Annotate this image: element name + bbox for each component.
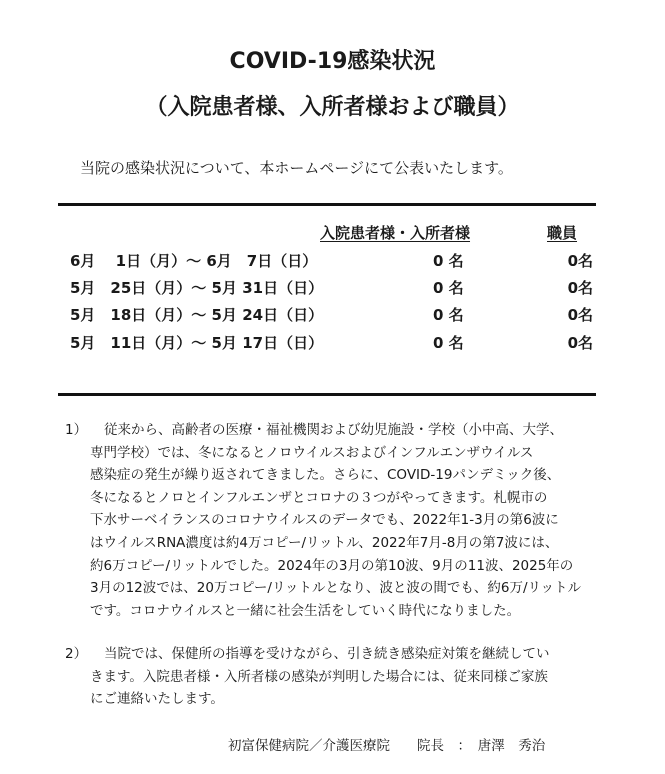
note-line: 当院では、保健所の指導を受けながら、引き続き感染症対策を継続してい — [104, 646, 550, 662]
row-patient-count: 0 名 — [433, 306, 464, 324]
row-patient-count: 0 名 — [433, 334, 464, 352]
note-line: です。コロナウイルスと一緒に社会生活をしていく時代になりました。 — [90, 602, 521, 619]
note-line: 冬になるとノロとインフルエンザとコロナの３つがやってきます。札幌市の — [90, 489, 548, 506]
note-line: 感染症の発生が繰り返されてきました。さらに、COVID-19パンデミック後、 — [90, 467, 561, 484]
note-body — [65, 643, 550, 711]
row-staff-count: 0名 — [567, 334, 593, 352]
row-staff-count: 0名 — [567, 306, 593, 324]
note-line: にご連絡いたします。 — [90, 691, 224, 708]
row-period: 5月 11日（月）～ 5月 17日（日） — [70, 334, 324, 352]
note-line: 3月の12波では、20万コピー/リットルとなり、波と波の間でも、約6万/リットル — [90, 580, 582, 597]
signature: 初富保健病院／介護医療院 院長 ： 唐澤 秀治 — [228, 738, 546, 754]
note-line: 約6万コピー/リットルでした。2024年の3月の第10波、9月の11波、2025年の — [90, 557, 574, 574]
note-line: 下水サーベイランスのコロナウイルスのデータでも、2022年1-3月の第6波に — [90, 512, 559, 529]
table-row — [0, 332, 665, 354]
note-line: 従来から、高齢者の医療・福祉機関および幼児施設・学校（小中高、大学、 — [104, 422, 563, 438]
page-subtitle: （入院患者様、入所者様および職員） — [145, 95, 520, 120]
intro-text: 当院の感染状況について、本ホームページにて公表いたします。 — [80, 159, 513, 177]
note-line: きます。入院患者様・入所者様の感染が判明した場合には、従来同様ご家族 — [90, 668, 548, 685]
header-staff: 職員 — [547, 224, 578, 242]
row-staff-count: 0名 — [567, 279, 593, 297]
row-period: 5月 25日（月）～ 5月 31日（日） — [70, 279, 324, 297]
note-2 — [65, 643, 550, 711]
table-row — [0, 250, 665, 272]
table-row — [0, 277, 665, 299]
table-row — [0, 304, 665, 326]
row-patient-count: 0 名 — [433, 252, 464, 270]
note-number: 1） — [65, 422, 88, 438]
row-staff-count: 0名 — [567, 252, 593, 270]
note-number: 2） — [65, 646, 88, 662]
note-body — [65, 419, 581, 622]
note-line: 専門学校）では、冬になるとノロウイルスおよびインフルエンザウイルス — [90, 444, 534, 461]
page-title: COVID-19感染状況 — [229, 49, 436, 74]
note-line: はウイルスRNA濃度は約4万コピー/リットル、2022年7月-8月の第7波には、 — [90, 534, 559, 551]
row-period: 5月 18日（月）～ 5月 24日（日） — [70, 306, 324, 324]
table-bottom-rule — [58, 393, 596, 396]
note-1 — [65, 419, 581, 622]
table-top-rule — [58, 203, 596, 206]
header-patients: 入院患者様・入所者様 — [320, 224, 471, 242]
row-period: 6月 1日（月）～ 6月 7日（日） — [70, 252, 318, 270]
row-patient-count: 0 名 — [433, 279, 464, 297]
